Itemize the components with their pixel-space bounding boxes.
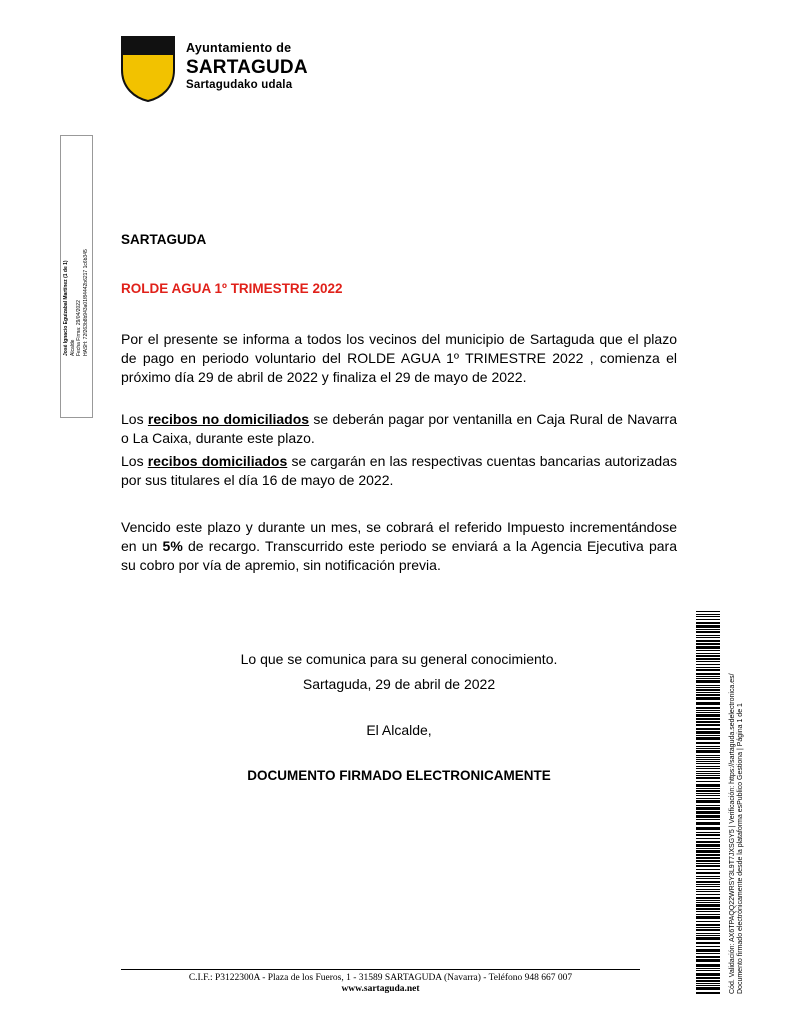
barcode-stripe — [696, 980, 720, 982]
barcode-stripe — [696, 800, 720, 803]
barcode-stripe — [696, 637, 720, 638]
barcode-stripe — [696, 766, 720, 767]
barcode-stripe — [696, 946, 720, 947]
barcode-stripe — [696, 755, 720, 756]
barcode-stripe — [696, 933, 720, 934]
barcode-stripe — [696, 865, 720, 867]
barcode-stripe — [696, 819, 720, 820]
barcode-stripe — [696, 838, 720, 839]
verification-text — [729, 673, 745, 994]
closing-line: Lo que se comunica para su general conocimiento. — [240, 651, 558, 667]
barcode-stripe — [696, 916, 720, 919]
barcode-stripe — [696, 914, 720, 915]
barcode-stripe — [696, 689, 720, 691]
barcode-stripe — [696, 815, 720, 818]
barcode-stripe — [696, 694, 720, 696]
signoff: El Alcalde, — [366, 722, 432, 738]
barcode-stripe — [696, 869, 720, 870]
barcode-stripe — [696, 942, 720, 944]
barcode-stripe — [696, 854, 720, 856]
logo-line-ayuntamiento: Ayuntamiento de — [186, 41, 292, 55]
barcode-stripe — [696, 731, 720, 734]
barcode-stripe — [696, 622, 720, 624]
barcode-stripe — [696, 908, 720, 910]
document-heading: SARTAGUDA — [121, 232, 207, 247]
barcode-stripe — [696, 811, 720, 814]
paragraph-domiciled — [121, 452, 677, 490]
barcode-stripe — [696, 611, 720, 612]
barcode-stripe — [696, 900, 720, 901]
p4-prefix: Vencido este plazo y durante un mes, se cobrará el referido Impuesto incrementándose en un — [121, 519, 677, 554]
barcode-stripe — [696, 788, 720, 789]
barcode-stripe — [696, 714, 720, 717]
barcode-stripe — [696, 759, 720, 760]
barcode-stripe — [696, 625, 720, 628]
barcode-stripe — [696, 643, 720, 645]
p3-suffix: se cargarán en las respectivas cuentas bancarias autorizadas por sus titulares el día 16 de mayo de 2022. — [121, 453, 677, 488]
barcode-stripe — [696, 985, 720, 986]
barcode-stripe — [696, 889, 720, 890]
place-date: Sartaguda, 29 de abril de 2022 — [302, 676, 496, 692]
barcode-stripe — [696, 650, 720, 651]
barcode-stripe — [696, 964, 720, 967]
p4-suffix: de recargo. Transcurrido este periodo se enviará a la Agencia Ejecutiva para su cobro por vía de apremio, sin notificación previa. — [121, 538, 677, 573]
barcode-stripe — [696, 737, 720, 740]
barcode-stripe — [696, 977, 720, 979]
barcode-stripe — [696, 746, 720, 747]
barcode-stripe — [696, 697, 720, 700]
barcode-stripe — [696, 635, 720, 636]
barcode-stripe — [696, 832, 720, 833]
barcode-stripe — [696, 953, 720, 954]
barcode-stripe — [696, 676, 720, 677]
p4-emphasis: 5% — [162, 538, 183, 554]
municipal-shield-logo — [121, 36, 175, 102]
logo-line-basque: Sartagudako udala — [186, 78, 293, 91]
barcode-stripe — [696, 790, 720, 792]
footer-divider — [121, 969, 640, 970]
barcode-stripe — [696, 878, 720, 879]
barcode-stripe — [696, 658, 720, 660]
barcode-stripe — [696, 678, 720, 679]
barcode-stripe — [696, 935, 720, 936]
paragraph-notice: Por el presente se informa a todos los vecinos del municipio de Sartaguda que el plazo de pago en periodo voluntario del ROLDE AGUA 1º TRIMESTRE 2022 , comienza el próximo día 29 de abril de 2022 y finaliza el 29 de mayo de 2022. — [121, 331, 677, 385]
barcode-stripe — [696, 757, 720, 758]
barcode-stripe — [696, 735, 720, 736]
barcode-stripe — [696, 863, 720, 864]
barcode-stripe — [696, 653, 720, 654]
barcode — [696, 611, 720, 995]
barcode-stripe — [696, 763, 720, 764]
logo-line-town: SARTAGUDA — [186, 56, 308, 78]
paragraph-non-domiciled — [121, 410, 677, 448]
barcode-stripe — [696, 970, 720, 971]
barcode-stripe — [696, 748, 720, 749]
barcode-stripe — [696, 959, 720, 962]
barcode-stripe — [696, 673, 720, 675]
barcode-stripe — [696, 886, 720, 887]
barcode-stripe — [696, 768, 720, 769]
barcode-stripe — [696, 927, 720, 928]
barcode-stripe — [696, 793, 720, 794]
barcode-stripe — [696, 655, 720, 657]
barcode-stripe — [696, 771, 720, 772]
barcode-stripe — [696, 884, 720, 885]
barcode-stripe — [696, 781, 720, 782]
barcode-stripe — [696, 929, 720, 931]
barcode-stripe — [696, 921, 720, 922]
barcode-stripe — [696, 807, 720, 810]
barcode-stripe — [696, 664, 720, 665]
barcode-stripe — [696, 692, 720, 693]
barcode-stripe — [696, 844, 720, 847]
p3-emphasis: recibos domiciliados — [147, 453, 288, 469]
barcode-stripe — [696, 798, 720, 799]
barcode-stripe — [696, 827, 720, 830]
barcode-stripe — [696, 629, 720, 630]
barcode-stripe — [696, 742, 720, 744]
signed-notice: DOCUMENTO FIRMADO ELECTRONICAMENTE — [247, 768, 551, 783]
barcode-stripe — [696, 968, 720, 969]
barcode-stripe — [696, 667, 720, 668]
barcode-stripe — [696, 891, 720, 892]
barcode-stripe — [696, 687, 720, 688]
barcode-stripe — [696, 721, 720, 723]
signer-name: José Ignacio Eguizabal Martínez (1 de 1) — [63, 260, 69, 356]
barcode-stripe — [696, 631, 720, 633]
barcode-stripe — [696, 850, 720, 853]
barcode-stripe — [696, 822, 720, 825]
barcode-stripe — [696, 614, 720, 615]
barcode-stripe — [696, 894, 720, 895]
barcode-stripe — [696, 702, 720, 705]
barcode-stripe — [696, 956, 720, 958]
barcode-stripe — [696, 724, 720, 726]
signature-date: Fecha Firma: 29/04/2022 — [76, 300, 82, 356]
footer-website: www.sartaguda.net — [341, 984, 420, 994]
p3-prefix: Los — [121, 453, 148, 469]
barcode-stripe — [696, 707, 720, 709]
barcode-stripe — [696, 712, 720, 713]
barcode-stripe — [696, 784, 720, 787]
barcode-stripe — [696, 983, 720, 984]
barcode-stripe — [696, 949, 720, 952]
barcode-stripe — [696, 973, 720, 976]
barcode-stripe — [696, 805, 720, 806]
barcode-stripe — [696, 773, 720, 774]
barcode-stripe — [696, 710, 720, 711]
logo-text — [186, 42, 308, 91]
barcode-stripe — [696, 685, 720, 686]
barcode-stripe — [696, 876, 720, 877]
verification-line-2: Documento firmado electrónicamente desde la plataforma esPublico Gestiona | Página 1 de 1 — [737, 703, 744, 994]
barcode-stripe — [696, 616, 720, 617]
document-subtitle: ROLDE AGUA 1º TRIMESTRE 2022 — [121, 281, 343, 296]
footer-address: C.I.F.: P3122300A - Plaza de los Fueros, 1 - 31589 SARTAGUDA (Navarra) - Teléfono 948 667 007 — [188, 973, 573, 983]
barcode-stripe — [696, 777, 720, 779]
barcode-stripe — [696, 795, 720, 796]
barcode-stripe — [696, 897, 720, 899]
p2-emphasis: recibos no domiciliados — [147, 411, 310, 427]
signature-hash: HASH: 72f263b8b943a01f84442b6217 1c6b345 — [82, 249, 89, 356]
p2-suffix: se deberán pagar por ventanilla en Caja Rural de Navarra o La Caixa, durante este plazo. — [121, 411, 677, 446]
barcode-stripe — [696, 904, 720, 907]
barcode-stripe — [696, 881, 720, 883]
barcode-stripe — [696, 775, 720, 776]
barcode-stripe — [696, 661, 720, 662]
barcode-stripe — [696, 640, 720, 642]
barcode-stripe — [696, 834, 720, 836]
barcode-stripe — [696, 848, 720, 849]
barcode-stripe — [696, 911, 720, 912]
barcode-stripe — [696, 937, 720, 940]
barcode-stripe — [696, 857, 720, 859]
barcode-stripe — [696, 841, 720, 843]
barcode-stripe — [696, 987, 720, 990]
barcode-stripe — [696, 669, 720, 671]
p2-prefix: Los — [121, 411, 148, 427]
barcode-stripe — [696, 924, 720, 926]
barcode-stripe — [696, 992, 720, 994]
signature-text — [63, 156, 89, 356]
signer-role: Alcalde — [69, 339, 76, 356]
signature-box — [60, 135, 93, 418]
barcode-stripe — [696, 761, 720, 762]
barcode-stripe — [696, 718, 720, 720]
verification-line-1: Cód. Validación: AX6TPAQQ22WRSY3L9T7JXSGY5 | Verificación: https://sartaguda.sedelectronica.es/ — [729, 673, 736, 994]
barcode-stripe — [696, 619, 720, 620]
barcode-stripe — [696, 902, 720, 903]
paragraph-surcharge — [121, 518, 677, 575]
barcode-stripe — [696, 646, 720, 649]
barcode-stripe — [696, 872, 720, 874]
barcode-stripe — [696, 728, 720, 730]
barcode-stripe — [696, 750, 720, 753]
barcode-stripe — [696, 680, 720, 683]
barcode-stripe — [696, 860, 720, 862]
